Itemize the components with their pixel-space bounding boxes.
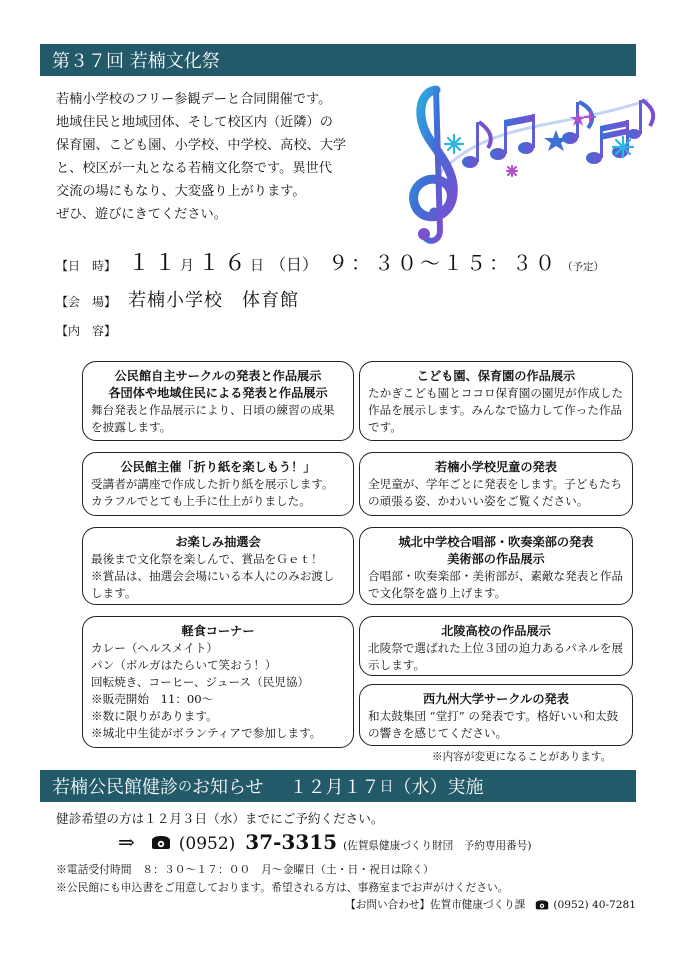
program-title: 軽食コーナー <box>181 624 255 638</box>
phone-icon <box>535 899 549 910</box>
date-label: 【日 時】 <box>56 259 117 273</box>
program-description: 舞台発表と作品展示により、日頃の練習の成果を披露します。 <box>91 403 335 434</box>
program-title: 美術部の作品展示 <box>447 552 545 566</box>
program-title: こども園、保育園の作品展示 <box>416 369 576 383</box>
intro-line: と、校区が一丸となる若楠文化祭です。異世代 <box>56 161 332 176</box>
food-item: パン（ボルガはたらいて笑おう！） <box>91 658 277 672</box>
festival-title: 第３７回 若楠文化祭 <box>52 51 220 72</box>
checkup-banner <box>40 770 636 802</box>
intro-line: 保育園、こども園、小学校、中学校、高校、大学 <box>56 138 347 153</box>
phone-hours-note: ※電話受付時間 ８：３０〜１７：００ 月〜金曜日（土・日・祝日は除く） <box>56 863 434 876</box>
eighth-note-icon <box>562 102 592 144</box>
tel-number[interactable]: 37-3315 <box>245 830 338 854</box>
tel-note: (佐賀県健康づくり財団 予約専用番号) <box>343 840 532 852</box>
program-box-origami <box>82 452 354 516</box>
food-item: カレー（ヘルスメイト） <box>91 641 218 655</box>
program-box-kodomoen <box>359 361 633 441</box>
venue-label: 【会 場】 <box>56 295 117 309</box>
sparkle-icon <box>507 166 517 176</box>
program-box-university <box>359 684 633 746</box>
program-box-junior-high <box>359 527 633 605</box>
intro-line: 若楠小学校のフリー参観デーと合同開催です。 <box>56 92 332 107</box>
event-month: １１ <box>128 251 181 276</box>
tel-area-code[interactable]: (0952) <box>178 834 236 854</box>
checkup-weekday: （水） <box>393 777 448 798</box>
reservation-phone <box>118 830 531 854</box>
program-title: 北陵高校の作品展示 <box>441 624 551 638</box>
checkup-title-particle: の <box>178 779 192 795</box>
contact-label: 【お問い合わせ】佐賀市健康づくり課 <box>345 899 526 911</box>
star-icon <box>544 130 568 151</box>
checkup-reserve-text: 健診希望の方は１２月３日（水）までにご予約ください。 <box>56 811 384 826</box>
checkup-date: １２月１７ <box>289 777 380 798</box>
program-description: 合唱部・吹奏楽部・美術部が、素敵な発表と作品で文化祭を盛り上げます。 <box>368 569 624 600</box>
snowflake-icon <box>613 137 633 157</box>
program-description: たかぎこども園とココロ保育園の園児が作成した作品を展示します。みんなで協力して作った作品です。 <box>368 386 624 434</box>
program-description: 全児童が、学年ごとに発表をします。子どもたちの頑張る姿、かわいい姿をご覧ください。 <box>368 477 623 508</box>
program-description: 北陵祭で選ばれた上位３団の迫力あるパネルを展示します。 <box>368 641 624 672</box>
program-description: 受講者が講座で作成した折り紙を展示します。カラフルでとても上手に仕上がりました。 <box>91 477 334 508</box>
intro-line: ぜひ、遊びにきてください。 <box>56 207 227 222</box>
snowflake-icon <box>445 135 463 153</box>
event-time: ９：３０〜１５：３０ <box>328 251 559 275</box>
program-box-elementary <box>359 452 633 516</box>
application-note: ※公民館にも申込書をご用意しております。希望される方は、事務室までお声がけください。 <box>56 881 509 894</box>
program-box-kominkan-circle <box>82 361 354 441</box>
month-unit: 月 <box>180 258 195 274</box>
checkup-suffix: 実施 <box>447 777 484 798</box>
change-note: ※内容が変更になることがあります。 <box>432 751 612 763</box>
event-day: １６ <box>198 251 251 276</box>
festival-title-banner <box>40 44 636 76</box>
program-title: 公民館自主サークルの発表と作品展示 <box>114 369 322 383</box>
venue-name: 若楠小学校 体育館 <box>128 290 300 311</box>
program-box-lottery <box>82 527 354 605</box>
food-item: 回転焼き、コーヒー、ジュース（民児協） <box>91 675 310 689</box>
program-title: 西九州大学サークルの発表 <box>423 692 569 706</box>
program-box-food-corner <box>82 616 354 748</box>
intro-line: 交流の場にもなり、大変盛り上がります。 <box>56 184 306 199</box>
content-heading <box>56 322 128 339</box>
event-weekday: （日） <box>270 255 319 274</box>
treble-clef-icon <box>414 90 454 241</box>
contact-info <box>345 897 636 912</box>
program-title: お楽しみ抽選会 <box>175 535 261 549</box>
program-title: 若楠小学校児童の発表 <box>435 460 557 474</box>
eighth-note-icon <box>462 122 491 168</box>
time-note: （予定） <box>562 261 605 273</box>
arrow-icon: ⇒ <box>118 830 135 854</box>
music-notes-illustration <box>398 80 660 248</box>
checkup-title: 若楠公民館健診 <box>52 777 178 798</box>
contact-tel[interactable]: (0952) 40-7281 <box>553 898 636 911</box>
program-description: 最後まで文化祭を楽しんで、賞品をＧｅｔ！ <box>91 552 323 566</box>
checkup-day-unit: 日 <box>379 779 394 795</box>
program-description: 和太鼓集団 “堂打” の発表です。格好いい和太鼓の響きを感じてください。 <box>368 709 619 740</box>
program-title: 各団体や地域住民による発表と作品展示 <box>108 386 328 400</box>
checkup-title-rest: お知らせ <box>192 777 264 798</box>
food-note: ※数に限りがあります。 <box>91 709 218 723</box>
day-unit: 日 <box>250 258 265 274</box>
intro-line: 地域住民と地域団体、そして校区内（近隣）の <box>56 115 333 130</box>
program-description: ※賞品は、抽選会会場にいる本人にのみお渡しします。 <box>91 569 335 600</box>
food-note: ※城北中生徒がボランティアで参加します。 <box>91 726 322 740</box>
program-title: 城北中学校合唱部・吹奏楽部の発表 <box>398 535 594 549</box>
event-venue <box>56 286 299 312</box>
intro-text <box>56 88 386 226</box>
event-datetime <box>56 246 604 277</box>
content-label: 【内 容】 <box>56 324 117 338</box>
program-title: 公民館主催「折り紙を楽しもう！」 <box>120 460 316 474</box>
program-box-hokuryo <box>359 616 633 676</box>
food-note: ※販売開始 11：00〜 <box>91 692 214 706</box>
phone-icon <box>151 834 171 850</box>
